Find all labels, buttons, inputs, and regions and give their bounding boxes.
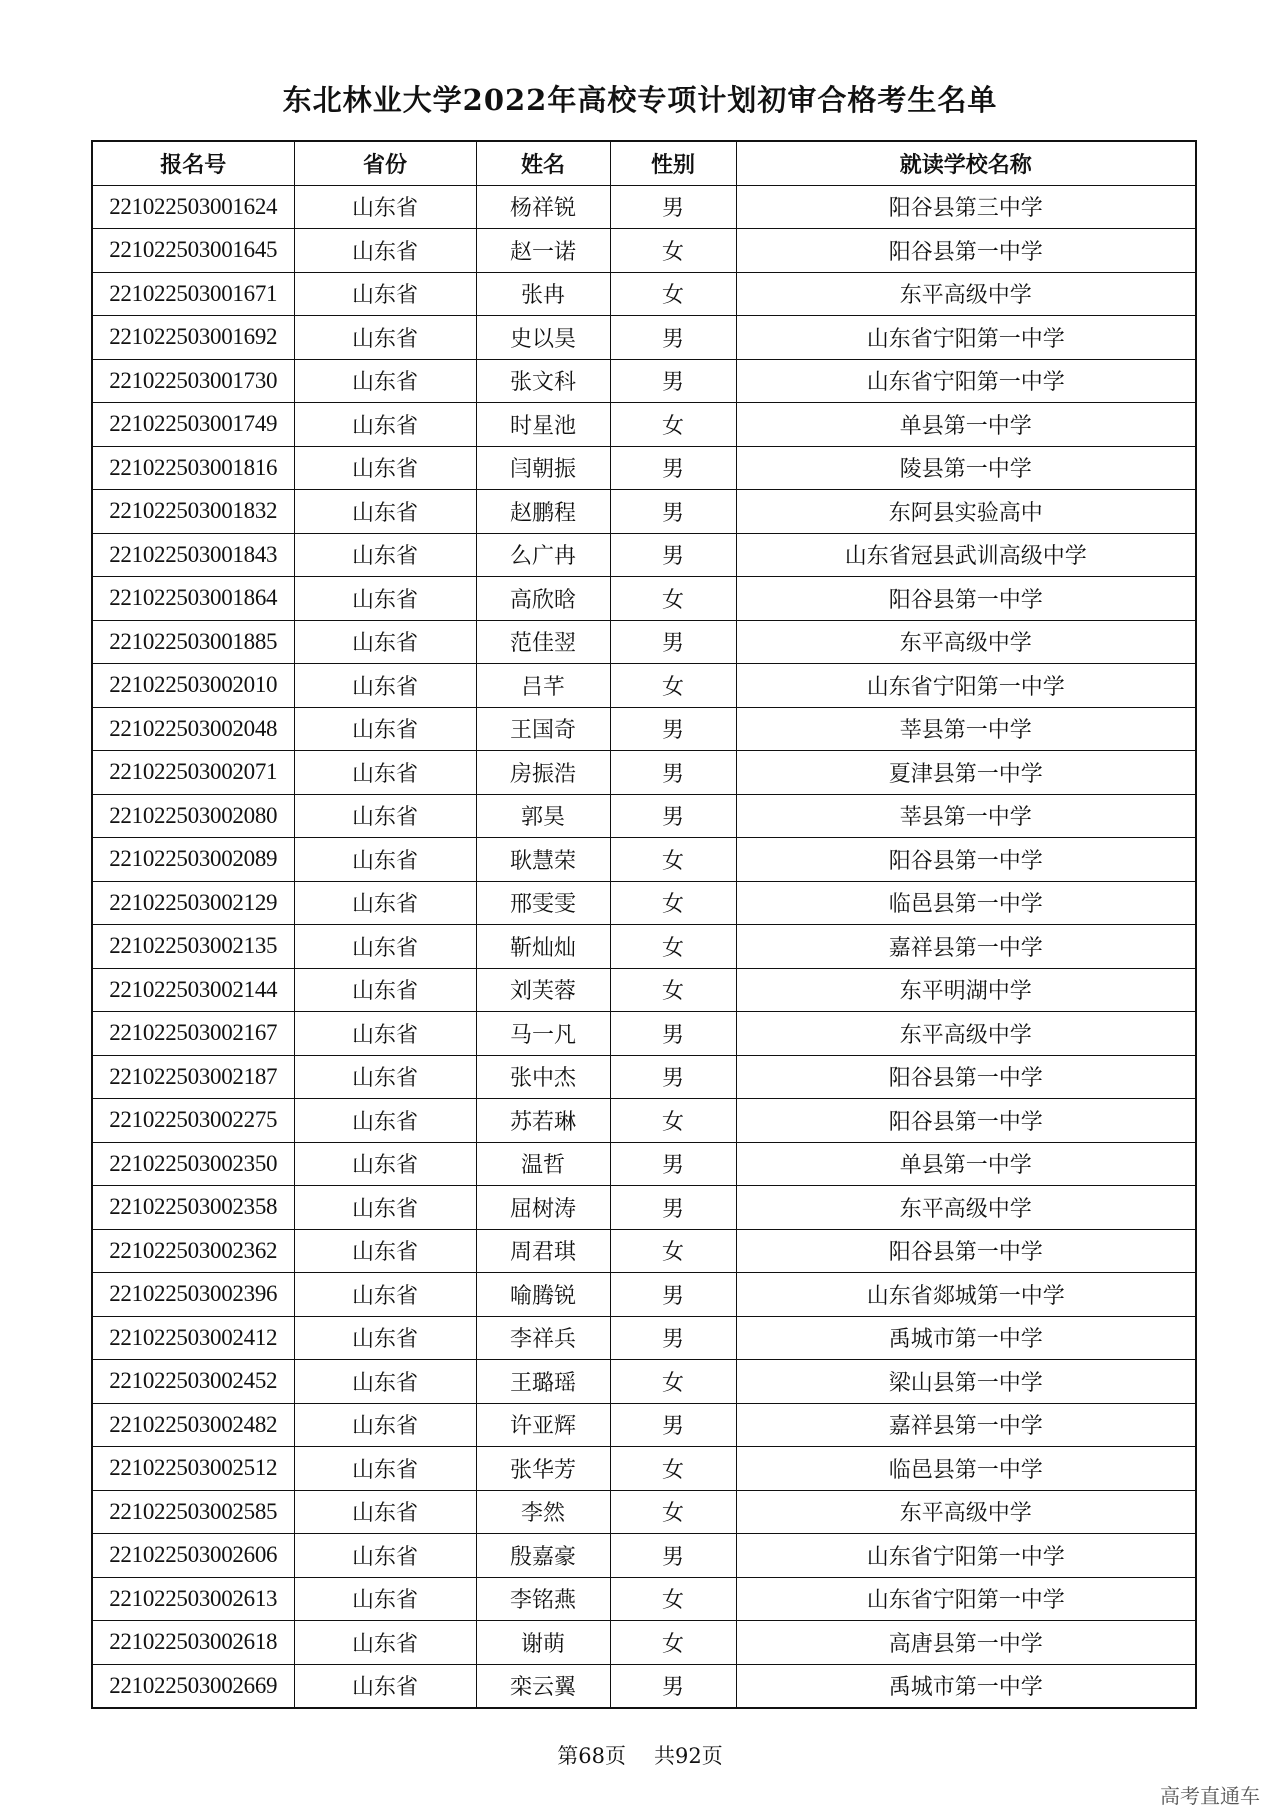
cell-province: 山东省	[294, 1360, 476, 1404]
cell-registration-number: 221022503002362	[92, 1229, 294, 1273]
cell-school: 阳谷县第一中学	[736, 838, 1196, 882]
table-row	[92, 1403, 1196, 1447]
cell-registration-number: 221022503001885	[92, 620, 294, 664]
cell-school: 东平高级中学	[736, 1186, 1196, 1230]
cell-gender: 女	[610, 1621, 736, 1665]
cell-school: 东平高级中学	[736, 1490, 1196, 1534]
cell-gender: 女	[610, 968, 736, 1012]
cell-gender: 男	[610, 620, 736, 664]
cell-province: 山东省	[294, 272, 476, 316]
cell-school: 东阿县实验高中	[736, 490, 1196, 534]
table-row	[92, 316, 1196, 360]
cell-school: 山东省宁阳第一中学	[736, 359, 1196, 403]
cell-name: 栾云翼	[476, 1664, 610, 1708]
table-header-row	[92, 141, 1196, 185]
cell-gender: 男	[610, 1316, 736, 1360]
table-row	[92, 1012, 1196, 1056]
cell-province: 山东省	[294, 1534, 476, 1578]
cell-name: 史以昊	[476, 316, 610, 360]
table-row	[92, 403, 1196, 447]
cell-name: 闫朝振	[476, 446, 610, 490]
cell-name: 马一凡	[476, 1012, 610, 1056]
cell-registration-number: 221022503002452	[92, 1360, 294, 1404]
cell-school: 梁山县第一中学	[736, 1360, 1196, 1404]
table-row	[92, 707, 1196, 751]
cell-province: 山东省	[294, 1447, 476, 1491]
table-row	[92, 620, 1196, 664]
cell-registration-number: 221022503001730	[92, 359, 294, 403]
cell-gender: 男	[610, 1186, 736, 1230]
table-row	[92, 925, 1196, 969]
cell-school: 阳谷县第一中学	[736, 577, 1196, 621]
table-row	[92, 359, 1196, 403]
cell-name: 杨祥锐	[476, 185, 610, 229]
page-total: 共92页	[654, 1744, 723, 1768]
cell-school: 东平高级中学	[736, 620, 1196, 664]
cell-school: 山东省宁阳第一中学	[736, 316, 1196, 360]
cell-name: 张文科	[476, 359, 610, 403]
cell-province: 山东省	[294, 403, 476, 447]
cell-registration-number: 221022503001832	[92, 490, 294, 534]
header-name: 姓名	[476, 141, 610, 185]
cell-gender: 男	[610, 185, 736, 229]
cell-school: 阳谷县第一中学	[736, 229, 1196, 273]
cell-name: 李铭燕	[476, 1577, 610, 1621]
cell-school: 山东省冠县武训高级中学	[736, 533, 1196, 577]
cell-registration-number: 221022503002129	[92, 881, 294, 925]
cell-school: 阳谷县第一中学	[736, 1055, 1196, 1099]
cell-school: 莘县第一中学	[736, 794, 1196, 838]
cell-registration-number: 221022503002350	[92, 1142, 294, 1186]
cell-gender: 女	[610, 272, 736, 316]
table-row	[92, 1229, 1196, 1273]
cell-gender: 女	[610, 1360, 736, 1404]
table-row	[92, 490, 1196, 534]
cell-province: 山东省	[294, 1229, 476, 1273]
cell-province: 山东省	[294, 229, 476, 273]
table-row	[92, 1577, 1196, 1621]
table-row	[92, 229, 1196, 273]
cell-school: 临邑县第一中学	[736, 881, 1196, 925]
cell-school: 陵县第一中学	[736, 446, 1196, 490]
cell-province: 山东省	[294, 968, 476, 1012]
cell-registration-number: 221022503001671	[92, 272, 294, 316]
cell-province: 山东省	[294, 1403, 476, 1447]
table-row	[92, 1534, 1196, 1578]
cell-gender: 男	[610, 1055, 736, 1099]
cell-registration-number: 221022503002669	[92, 1664, 294, 1708]
header-province: 省份	[294, 141, 476, 185]
cell-registration-number: 221022503002275	[92, 1099, 294, 1143]
cell-school: 阳谷县第一中学	[736, 1099, 1196, 1143]
cell-province: 山东省	[294, 664, 476, 708]
cell-school: 东平明湖中学	[736, 968, 1196, 1012]
cell-name: 郭昊	[476, 794, 610, 838]
cell-school: 山东省宁阳第一中学	[736, 664, 1196, 708]
table-row	[92, 1621, 1196, 1665]
table-row	[92, 664, 1196, 708]
cell-school: 东平高级中学	[736, 272, 1196, 316]
cell-name: 耿慧荣	[476, 838, 610, 882]
table-row	[92, 838, 1196, 882]
cell-gender: 男	[610, 533, 736, 577]
page-number: 第68页	[557, 1744, 626, 1768]
cell-province: 山东省	[294, 316, 476, 360]
header-gender: 性别	[610, 141, 736, 185]
cell-gender: 男	[610, 1534, 736, 1578]
cell-registration-number: 221022503001864	[92, 577, 294, 621]
table-row	[92, 1316, 1196, 1360]
cell-school: 山东省郯城第一中学	[736, 1273, 1196, 1317]
cell-school: 单县第一中学	[736, 403, 1196, 447]
table-row	[92, 272, 1196, 316]
cell-gender: 男	[610, 1664, 736, 1708]
table-row	[92, 794, 1196, 838]
table-row	[92, 446, 1196, 490]
cell-school: 禹城市第一中学	[736, 1664, 1196, 1708]
cell-name: 么广冉	[476, 533, 610, 577]
cell-gender: 女	[610, 838, 736, 882]
cell-gender: 女	[610, 1099, 736, 1143]
table-body	[92, 185, 1196, 1708]
cell-province: 山东省	[294, 925, 476, 969]
cell-registration-number: 221022503002512	[92, 1447, 294, 1491]
cell-gender: 女	[610, 403, 736, 447]
cell-school: 莘县第一中学	[736, 707, 1196, 751]
candidate-table	[91, 140, 1197, 1709]
cell-province: 山东省	[294, 707, 476, 751]
cell-registration-number: 221022503002010	[92, 664, 294, 708]
cell-gender: 男	[610, 1273, 736, 1317]
table-row	[92, 881, 1196, 925]
cell-registration-number: 221022503001645	[92, 229, 294, 273]
cell-gender: 女	[610, 925, 736, 969]
cell-registration-number: 221022503001692	[92, 316, 294, 360]
cell-province: 山东省	[294, 794, 476, 838]
cell-gender: 女	[610, 1577, 736, 1621]
cell-gender: 男	[610, 1012, 736, 1056]
cell-province: 山东省	[294, 1012, 476, 1056]
cell-province: 山东省	[294, 1621, 476, 1665]
cell-registration-number: 221022503001843	[92, 533, 294, 577]
cell-gender: 女	[610, 1229, 736, 1273]
cell-school: 嘉祥县第一中学	[736, 1403, 1196, 1447]
table-row	[92, 577, 1196, 621]
table-row	[92, 1360, 1196, 1404]
cell-province: 山东省	[294, 1577, 476, 1621]
header-registration-number: 报名号	[92, 141, 294, 185]
cell-name: 苏若琳	[476, 1099, 610, 1143]
cell-name: 吕芊	[476, 664, 610, 708]
cell-registration-number: 221022503002187	[92, 1055, 294, 1099]
cell-name: 李然	[476, 1490, 610, 1534]
table-row	[92, 1142, 1196, 1186]
cell-gender: 女	[610, 229, 736, 273]
cell-registration-number: 221022503002358	[92, 1186, 294, 1230]
cell-gender: 女	[610, 1447, 736, 1491]
cell-gender: 男	[610, 751, 736, 795]
cell-name: 张中杰	[476, 1055, 610, 1099]
cell-gender: 女	[610, 577, 736, 621]
cell-school: 夏津县第一中学	[736, 751, 1196, 795]
cell-school: 高唐县第一中学	[736, 1621, 1196, 1665]
cell-registration-number: 221022503002144	[92, 968, 294, 1012]
cell-registration-number: 221022503002089	[92, 838, 294, 882]
cell-registration-number: 221022503002167	[92, 1012, 294, 1056]
cell-name: 靳灿灿	[476, 925, 610, 969]
cell-name: 王国奇	[476, 707, 610, 751]
cell-gender: 男	[610, 1403, 736, 1447]
cell-registration-number: 221022503002396	[92, 1273, 294, 1317]
cell-registration-number: 221022503001816	[92, 446, 294, 490]
cell-gender: 男	[610, 490, 736, 534]
cell-name: 喻腾锐	[476, 1273, 610, 1317]
cell-registration-number: 221022503002618	[92, 1621, 294, 1665]
cell-gender: 女	[610, 881, 736, 925]
table-row	[92, 1490, 1196, 1534]
cell-name: 王璐瑶	[476, 1360, 610, 1404]
cell-registration-number: 221022503001749	[92, 403, 294, 447]
cell-name: 屈树涛	[476, 1186, 610, 1230]
cell-registration-number: 221022503002585	[92, 1490, 294, 1534]
cell-school: 单县第一中学	[736, 1142, 1196, 1186]
cell-registration-number: 221022503002135	[92, 925, 294, 969]
table-row	[92, 1055, 1196, 1099]
cell-province: 山东省	[294, 359, 476, 403]
table-row	[92, 1186, 1196, 1230]
table-row	[92, 1447, 1196, 1491]
cell-province: 山东省	[294, 1099, 476, 1143]
cell-gender: 男	[610, 446, 736, 490]
cell-province: 山东省	[294, 620, 476, 664]
cell-province: 山东省	[294, 1490, 476, 1534]
cell-school: 山东省宁阳第一中学	[736, 1577, 1196, 1621]
cell-name: 刘芙蓉	[476, 968, 610, 1012]
cell-name: 房振浩	[476, 751, 610, 795]
table-row	[92, 185, 1196, 229]
cell-gender: 女	[610, 664, 736, 708]
cell-province: 山东省	[294, 577, 476, 621]
cell-name: 范佳翌	[476, 620, 610, 664]
cell-school: 嘉祥县第一中学	[736, 925, 1196, 969]
cell-registration-number: 221022503002048	[92, 707, 294, 751]
table-row	[92, 533, 1196, 577]
cell-name: 时星池	[476, 403, 610, 447]
cell-school: 阳谷县第一中学	[736, 1229, 1196, 1273]
cell-registration-number: 221022503002412	[92, 1316, 294, 1360]
cell-province: 山东省	[294, 1273, 476, 1317]
table-row	[92, 751, 1196, 795]
cell-name: 高欣晗	[476, 577, 610, 621]
cell-name: 赵一诺	[476, 229, 610, 273]
cell-name: 赵鹏程	[476, 490, 610, 534]
cell-registration-number: 221022503002080	[92, 794, 294, 838]
cell-gender: 男	[610, 316, 736, 360]
cell-province: 山东省	[294, 490, 476, 534]
cell-province: 山东省	[294, 185, 476, 229]
cell-school: 阳谷县第三中学	[736, 185, 1196, 229]
page-title: 东北林业大学2022年高校专项计划初审合格考生名单	[282, 83, 998, 117]
cell-school: 禹城市第一中学	[736, 1316, 1196, 1360]
cell-name: 温哲	[476, 1142, 610, 1186]
table-row	[92, 1664, 1196, 1708]
cell-name: 谢萌	[476, 1621, 610, 1665]
cell-province: 山东省	[294, 533, 476, 577]
header-school: 就读学校名称	[736, 141, 1196, 185]
cell-name: 周君琪	[476, 1229, 610, 1273]
cell-province: 山东省	[294, 1142, 476, 1186]
cell-school: 山东省宁阳第一中学	[736, 1534, 1196, 1578]
table-row	[92, 968, 1196, 1012]
cell-registration-number: 221022503002071	[92, 751, 294, 795]
cell-school: 东平高级中学	[736, 1012, 1196, 1056]
cell-province: 山东省	[294, 838, 476, 882]
cell-province: 山东省	[294, 1055, 476, 1099]
cell-name: 邢雯雯	[476, 881, 610, 925]
page-footer	[0, 1740, 1280, 1770]
cell-gender: 女	[610, 1490, 736, 1534]
cell-province: 山东省	[294, 751, 476, 795]
cell-gender: 男	[610, 359, 736, 403]
cell-school: 临邑县第一中学	[736, 1447, 1196, 1491]
cell-registration-number: 221022503002482	[92, 1403, 294, 1447]
table-row	[92, 1273, 1196, 1317]
cell-province: 山东省	[294, 881, 476, 925]
cell-province: 山东省	[294, 446, 476, 490]
cell-gender: 男	[610, 707, 736, 751]
cell-registration-number: 221022503001624	[92, 185, 294, 229]
cell-province: 山东省	[294, 1664, 476, 1708]
cell-name: 张冉	[476, 272, 610, 316]
cell-name: 许亚辉	[476, 1403, 610, 1447]
cell-name: 殷嘉豪	[476, 1534, 610, 1578]
cell-registration-number: 221022503002606	[92, 1534, 294, 1578]
cell-province: 山东省	[294, 1186, 476, 1230]
cell-gender: 男	[610, 794, 736, 838]
cell-name: 张华芳	[476, 1447, 610, 1491]
cell-gender: 男	[610, 1142, 736, 1186]
watermark: 高考直通车	[1160, 1784, 1260, 1808]
cell-name: 李祥兵	[476, 1316, 610, 1360]
table-row	[92, 1099, 1196, 1143]
cell-province: 山东省	[294, 1316, 476, 1360]
cell-registration-number: 221022503002613	[92, 1577, 294, 1621]
